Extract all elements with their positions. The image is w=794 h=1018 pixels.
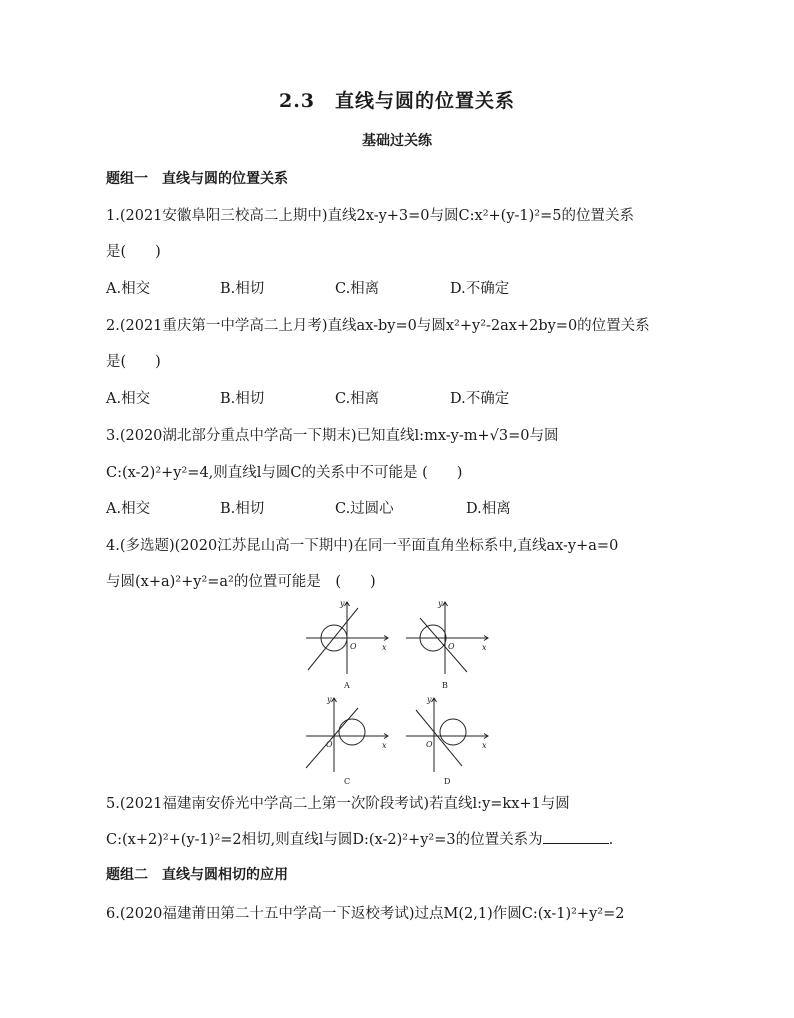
figure-a-y-label: y	[340, 599, 345, 608]
figure-b-origin: O	[448, 642, 455, 651]
question-5-end: .	[608, 832, 614, 848]
question-5-line-1: 5.(2021福建南安侨光中学高二上第一次阶段考试)若直线l:y=kx+1与圆	[106, 796, 570, 812]
figure-d-y-label: y	[427, 695, 432, 704]
question-4-line-1: 4.(多选题)(2020江苏昆山高一下期中)在同一平面直角坐标系中,直线ax-y+a=0	[106, 538, 619, 554]
q2-option-b: B.相切	[220, 391, 265, 407]
figure-d	[406, 698, 488, 772]
question-4-line-2: 与圆(x+a)²+y²=a²的位置可能是 ( )	[106, 574, 376, 590]
figure-d-x-label: x	[482, 741, 487, 750]
figure-b-x-label: x	[482, 643, 487, 652]
question-3-line-1: 3.(2020湖北部分重点中学高一下期末)已知直线l:mx-y-m+√3=0与圆	[106, 428, 559, 444]
question-2-line-2: 是( )	[106, 354, 161, 370]
q3-option-a: A.相交	[106, 501, 151, 517]
figure-a-line	[308, 608, 358, 670]
figure-d-origin: O	[426, 740, 433, 749]
figure-c	[306, 698, 388, 772]
figure-c-label: C	[344, 777, 351, 786]
figure-c-line	[306, 708, 358, 768]
figure-c-y-label: y	[327, 695, 332, 704]
figure-c-circle	[339, 719, 365, 745]
figure-a	[306, 602, 388, 674]
q3-option-c: C.过圆心	[335, 501, 394, 517]
answer-blank	[543, 831, 609, 844]
page-title: 2.3 直线与圆的位置关系	[278, 90, 516, 112]
q2-option-c: C.相离	[335, 391, 380, 407]
section-subtitle: 基础过关练	[362, 133, 432, 149]
group-heading-2: 题组二 直线与圆相切的应用	[106, 867, 288, 883]
q2-option-a: A.相交	[106, 391, 151, 407]
figure-c-origin: O	[326, 740, 333, 749]
question-2-line-1: 2.(2021重庆第一中学高二上月考)直线ax-by=0与圆x²+y²-2ax+2by=0的位置关系	[106, 318, 650, 334]
figure-a-label: A	[344, 681, 350, 690]
figure-b	[406, 602, 488, 674]
group-heading-1: 题组一 直线与圆的位置关系	[106, 171, 288, 187]
question-5-text: C:(x+2)²+(y-1)²=2相切,则直线l与圆D:(x-2)²+y²=3的位置关系为	[106, 832, 543, 848]
question-6-line-1: 6.(2020福建莆田第二十五中学高一下返校考试)过点M(2,1)作圆C:(x-1)²+y²=2	[106, 906, 625, 922]
figure-c-x-label: x	[382, 741, 387, 750]
figure-d-label: D	[444, 777, 451, 786]
q1-option-d: D.不确定	[450, 281, 510, 297]
figure-d-line	[416, 710, 462, 766]
figure-b-y-label: y	[438, 599, 443, 608]
figure-a-origin: O	[350, 642, 357, 651]
q2-option-d: D.不确定	[450, 391, 510, 407]
q3-option-d: D.相离	[466, 501, 511, 517]
figure-b-line	[420, 618, 467, 672]
q1-option-a: A.相交	[106, 281, 151, 297]
q3-option-b: B.相切	[220, 501, 265, 517]
question-5-line-2	[106, 828, 613, 849]
question-3-line-2: C:(x-2)²+y²=4,则直线l与圆C的关系中不可能是 ( )	[106, 465, 463, 481]
figure-a-x-label: x	[382, 643, 387, 652]
q4-figures	[290, 596, 510, 786]
q1-option-c: C.相离	[335, 281, 380, 297]
question-1-line-2: 是( )	[106, 244, 161, 260]
q1-option-b: B.相切	[220, 281, 265, 297]
figure-b-label: B	[442, 681, 448, 690]
question-1-line-1: 1.(2021安徽阜阳三校高二上期中)直线2x-y+3=0与圆C:x²+(y-1)²=5的位置关系	[106, 208, 634, 224]
figure-d-circle	[440, 719, 466, 745]
